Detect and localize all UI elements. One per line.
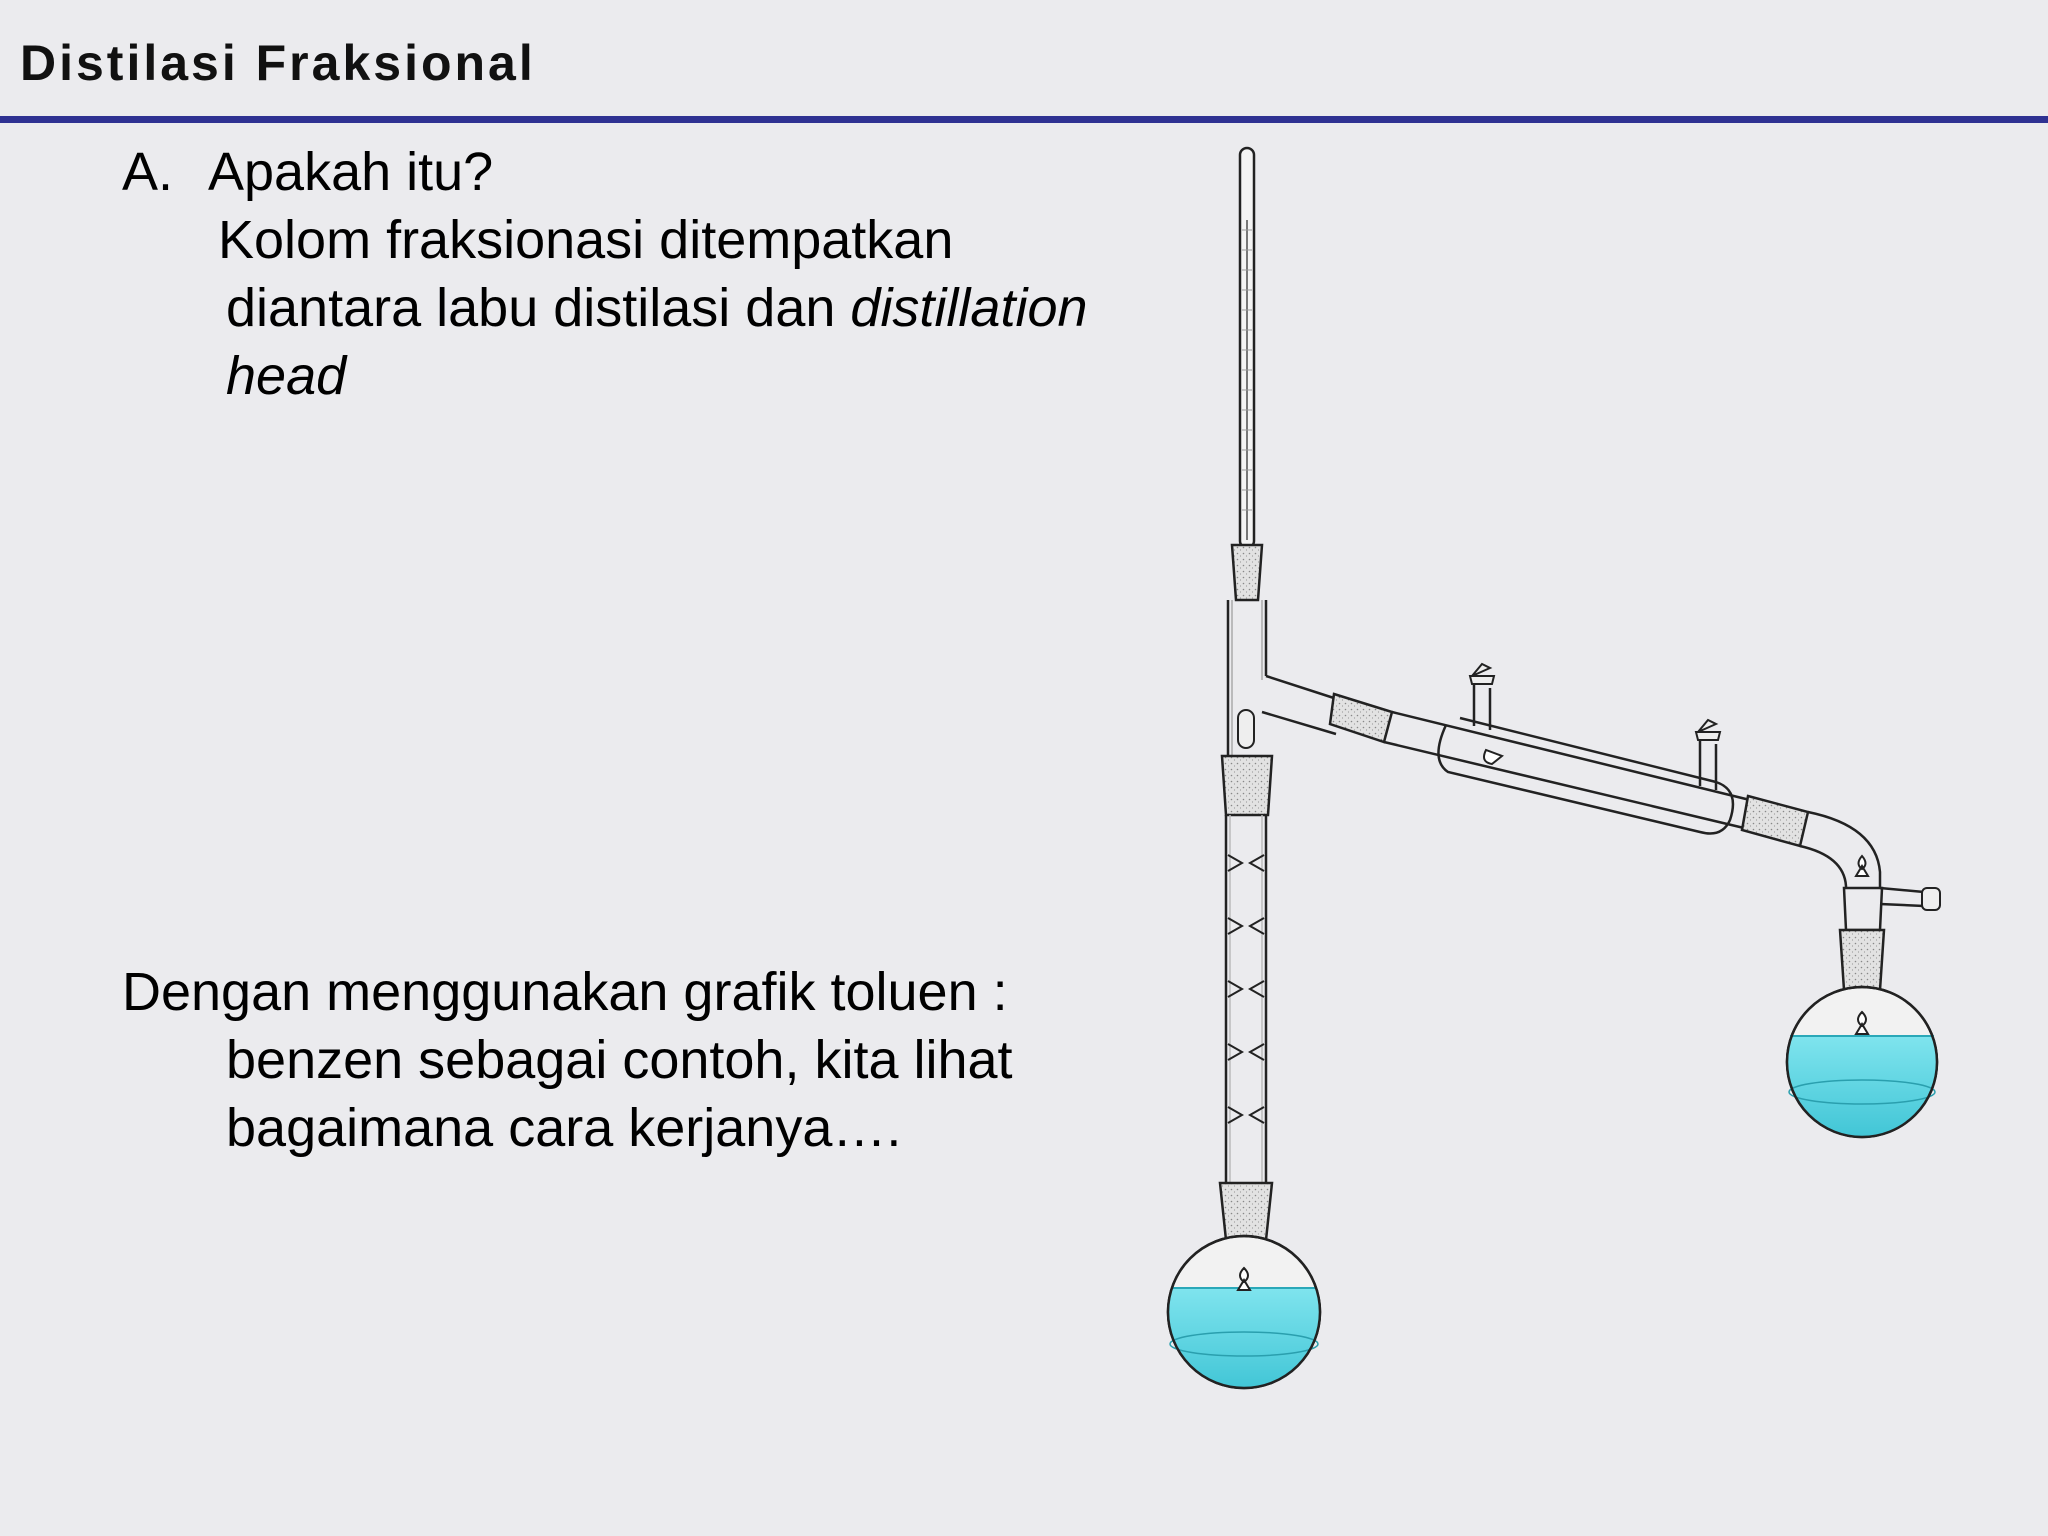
thermometer — [1232, 148, 1262, 600]
section-a-line-1: Kolom fraksionasi ditempatkan — [218, 210, 954, 270]
section-b-line-2: benzen sebagai contoh, kita lihat — [226, 1030, 1013, 1090]
distillation-flask — [1160, 1236, 1330, 1398]
condenser — [1330, 664, 1750, 834]
section-a-label: A. — [122, 142, 174, 202]
vacuum-adapter — [1742, 796, 1940, 930]
receiving-flask — [1780, 930, 1950, 1146]
fractionating-column — [1220, 815, 1272, 1240]
section-a-line-3-italic: head — [226, 346, 347, 406]
section-a-question: Apakah itu? — [208, 142, 494, 202]
section-b-line-1: Dengan menggunakan grafik toluen : — [122, 962, 1008, 1022]
section-a-line-2-text: diantara labu distilasi dan — [226, 278, 851, 338]
slide-title: Distilasi Fraksional — [20, 35, 536, 91]
section-b-line-3: bagaimana cara kerjanya…. — [226, 1098, 902, 1158]
distillation-head — [1222, 600, 1340, 815]
section-a-line-2-italic: distillation — [850, 278, 1088, 338]
